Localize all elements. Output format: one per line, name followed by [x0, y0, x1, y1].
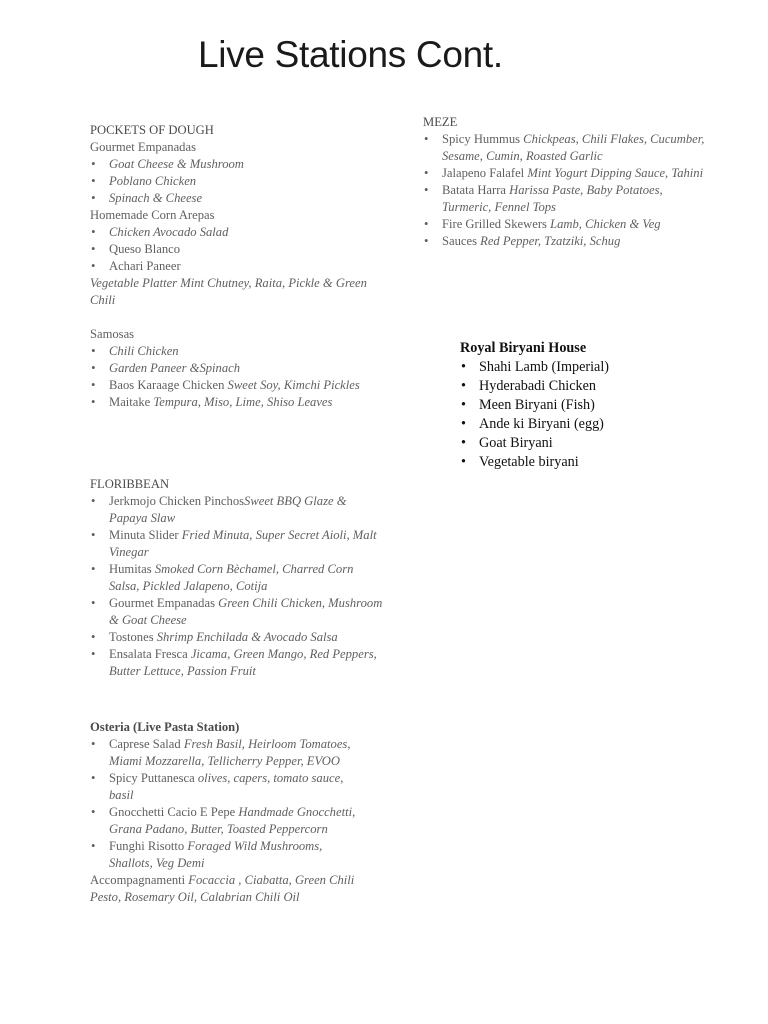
list-item	[423, 182, 708, 216]
section-heading: FLORIBBEAN	[90, 477, 170, 491]
item-desc: Mint Yogurt Dipping Sauce, Tahini	[527, 166, 704, 180]
item-name: Jalapeno Falafel	[442, 166, 528, 180]
list-item	[90, 629, 385, 646]
list-item	[90, 527, 385, 561]
list-item	[90, 394, 390, 411]
list-item: • Poblano Chicken	[90, 173, 390, 190]
list-item: • Shahi Lamb (Imperial)	[460, 358, 700, 377]
item-desc: Fried Minuta, Super Secret Aioli, Malt Vinegar	[109, 528, 377, 559]
item-desc: Focaccia , Ciabatta, Green Chili Pesto, Rosemary Oil, Calabrian Chili Oil	[90, 873, 355, 904]
item-desc: Lamb, Chicken & Veg	[550, 217, 661, 231]
item-name: Accompagnamenti	[90, 873, 189, 887]
list-item	[423, 131, 708, 165]
item-name: Gourmet Empanadas	[109, 596, 219, 610]
pockets-of-dough-section	[90, 122, 390, 411]
list-item	[90, 343, 390, 360]
item-name: Chili Chicken	[109, 344, 179, 358]
samosas-heading: Samosas	[90, 327, 135, 341]
item-desc: olives, capers, tomato sauce, basil	[109, 771, 344, 802]
list-item: • Ande ki Biryani (egg)	[460, 415, 700, 434]
list-item: • Spinach & Cheese	[90, 190, 390, 207]
item-desc: Red Pepper, Tzatziki, Schug	[480, 234, 621, 248]
osteria-section	[90, 719, 365, 906]
list-item: • Meen Biryani (Fish)	[460, 396, 700, 415]
item-name: Spicy Puttanesca	[109, 771, 198, 785]
item-desc: Tempura, Miso, Lime, Shiso Leaves	[153, 395, 333, 409]
item-desc: Sweet Soy, Kimchi Pickles	[227, 378, 360, 392]
section-heading: MEZE	[423, 115, 458, 129]
list-item: • Hyderabadi Chicken	[460, 377, 700, 396]
item-desc: Smoked Corn Bèchamel, Charred Corn Salsa, Pickled Jalapeno, Cotija	[109, 562, 354, 593]
empanadas-list	[90, 156, 390, 207]
list-item: • Goat Biryani	[460, 434, 700, 453]
item-desc: Chickpeas, Chili Flakes, Cucumber, Sesame, Cumin, Roasted Garlic	[442, 132, 705, 163]
item-name: Baos Karaage Chicken	[109, 378, 228, 392]
list-item	[90, 561, 385, 595]
item-name: Fire Grilled Skewers	[442, 217, 551, 231]
item-desc: Fresh Basil, Heirloom Tomatoes, Miami Mozzarella, Tellicherry Pepper, EVOO	[109, 737, 351, 768]
list-item	[90, 736, 365, 770]
floribbean-section	[90, 476, 385, 680]
list-item	[423, 216, 708, 233]
list-item	[423, 165, 708, 182]
list-item	[90, 804, 365, 838]
arepas-list	[90, 224, 390, 275]
list-item	[90, 377, 390, 394]
list-item	[90, 770, 365, 804]
section-heading: Osteria (Live Pasta Station)	[90, 720, 240, 734]
item-name: Spicy Hummus	[442, 132, 524, 146]
veg-platter-text: Vegetable Platter Mint Chutney, Raita, Pickle & Green Chili	[90, 276, 367, 307]
accompaniments-text	[90, 872, 365, 906]
meze-section	[423, 114, 708, 250]
list-item	[90, 646, 385, 680]
section-heading: POCKETS OF DOUGH	[90, 123, 214, 137]
biryani-list	[460, 358, 700, 472]
item-name: Sauces	[442, 234, 481, 248]
list-item: • Vegetable biryani	[460, 453, 700, 472]
item-desc: Harissa Paste, Baby Potatoes, Turmeric, Fennel Tops	[442, 183, 663, 214]
item-name: Tostones	[109, 630, 157, 644]
royal-biryani-section	[460, 339, 700, 472]
item-name: Gnocchetti Cacio E Pepe	[109, 805, 239, 819]
list-item: • Queso Blanco	[90, 241, 390, 258]
list-item	[90, 595, 385, 629]
item-name: Caprese Salad	[109, 737, 184, 751]
list-item: • Chicken Avocado Salad	[90, 224, 390, 241]
item-name: Maitake	[109, 395, 154, 409]
floribbean-list	[90, 493, 385, 680]
list-item: • Achari Paneer	[90, 258, 390, 275]
item-desc: Sweet BBQ Glaze & Papaya Slaw	[109, 494, 347, 525]
item-desc: Jicama, Green Mango, Red Peppers, Butter Lettuce, Passion Fruit	[109, 647, 377, 678]
osteria-list	[90, 736, 365, 872]
item-name: Ensalata Fresca	[109, 647, 191, 661]
item-name: Minuta Slider	[109, 528, 182, 542]
page-title: Live Stations Cont.	[198, 34, 503, 75]
samosas-list	[90, 343, 390, 411]
meze-list	[423, 131, 708, 250]
item-name: Garden Paneer &Spinach	[109, 361, 241, 375]
item-desc: Shrimp Enchilada & Avocado Salsa	[156, 630, 338, 644]
list-item: • Goat Cheese & Mushroom	[90, 156, 390, 173]
list-item	[90, 360, 390, 377]
section-heading: Royal Biryani House	[460, 340, 587, 356]
list-item	[90, 493, 385, 527]
empanadas-heading: Gourmet Empanadas	[90, 140, 196, 154]
item-desc: Handmade Gnocchetti, Grana Padano, Butter, Toasted Peppercorn	[109, 805, 356, 836]
item-name: Funghi Risotto	[109, 839, 188, 853]
item-name: Humitas	[109, 562, 155, 576]
item-name: Batata Harra	[442, 183, 510, 197]
list-item	[423, 233, 708, 250]
arepas-heading: Homemade Corn Arepas	[90, 208, 215, 222]
item-name: Jerkmojo Chicken Pinchos	[109, 494, 245, 508]
item-desc: Foraged Wild Mushrooms, Shallots, Veg Demi	[109, 839, 323, 870]
list-item	[90, 838, 365, 872]
item-desc: Green Chili Chicken, Mushroom & Goat Cheese	[109, 596, 383, 627]
